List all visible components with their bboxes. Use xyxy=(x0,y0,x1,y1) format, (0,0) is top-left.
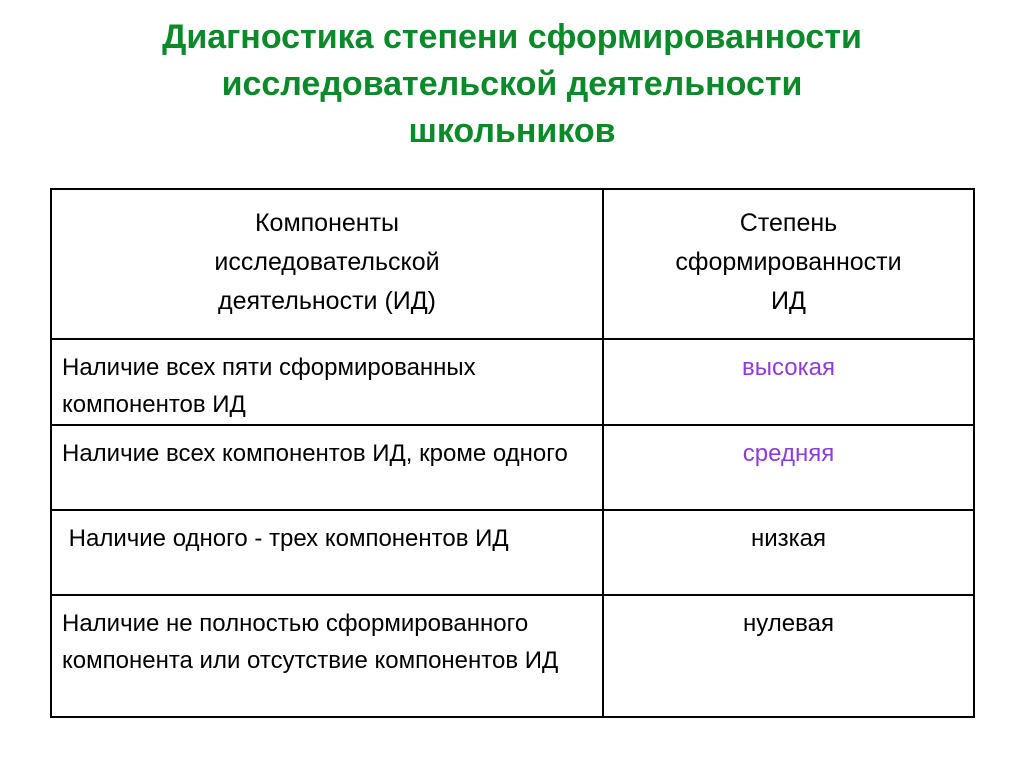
column-header-level xyxy=(603,189,974,339)
diagnostics-table xyxy=(50,188,975,718)
table-row xyxy=(51,510,974,595)
table-row xyxy=(51,425,974,510)
header-line: Компоненты xyxy=(254,209,400,237)
level-cell: нулевая xyxy=(603,595,974,717)
table-header-row xyxy=(51,189,974,339)
criterion-cell: Наличие всех пяти сформированных компонентов ИД xyxy=(51,339,603,425)
title-line-1: Диагностика степени сформированности xyxy=(162,18,862,56)
level-cell: низкая xyxy=(603,510,974,595)
level-cell: высокая xyxy=(603,339,974,425)
criterion-cell: Наличие всех компонентов ИД, кроме одного xyxy=(51,425,603,510)
title-line-2: исследовательской деятельности xyxy=(221,65,803,103)
column-header-components xyxy=(51,189,603,339)
title-line-3: школьников xyxy=(408,112,616,150)
header-line: ИД xyxy=(771,287,806,315)
header-line: сформированности xyxy=(675,248,902,276)
header-line: деятельности (ИД) xyxy=(217,287,436,315)
table-row xyxy=(51,339,974,425)
header-line: Степень xyxy=(739,209,838,237)
criterion-cell: Наличие одного - трех компонентов ИД xyxy=(51,510,603,595)
criterion-cell: Наличие не полностью сформированного компонента или отсутствие компонентов ИД xyxy=(51,595,603,717)
header-line: исследовательской xyxy=(214,248,440,276)
page-title xyxy=(40,14,984,155)
level-cell: средняя xyxy=(603,425,974,510)
table-row xyxy=(51,595,974,717)
